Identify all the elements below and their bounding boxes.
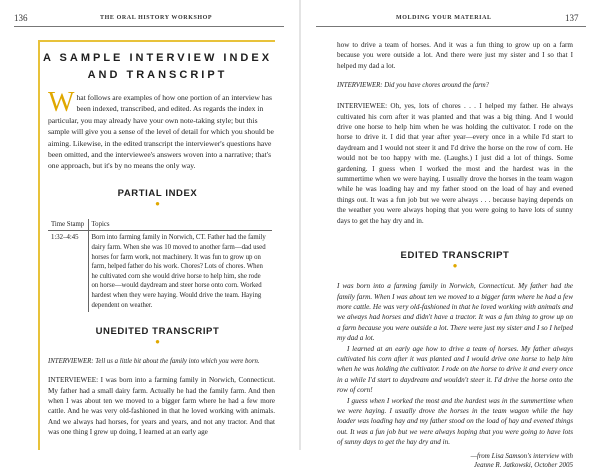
interviewer-question: INTERVIEWER: Did you have chores around the farm?	[337, 82, 490, 90]
interviewer-question: INTERVIEWER: Tell us a little bit about the family into which you were born.	[48, 358, 260, 366]
left-page-content	[38, 40, 275, 450]
topics-cell: Born into farming family in Norwich, CT. Father had the family dairy farm. When she was 10 moved to another farm—dad used horses for farm work, not machinery. It was fun to grow up on farm, helped father do his work. Chores? Lots of chores. When he cultivated corn she would drive horse to help him, she rode on horse—would daydream and steer horse onto corn. Worked hardest when they were haying. Would drive the team. Haying dependent on weather.	[91, 234, 266, 309]
continued-answer: how to drive a team of horses. And it was a fun thing to grow up on a farm because you were outside a lot. And there were just my sister and I so that I helped my dad a lot.	[337, 41, 573, 70]
right-running-head: MOLDING YOUR MATERIAL	[396, 15, 492, 21]
right-page-number: 137	[565, 13, 579, 23]
left-header-rule	[14, 26, 284, 27]
table-header-row	[48, 219, 272, 231]
ornament-dot: ●	[452, 261, 458, 271]
interviewee-answer: INTERVIEWEE: I was born into a farming family in Norwich, Connecticut. My father had a small dairy farm. Actually he had the family farm. And then when I was about ten we moved to a bigger farm where he had a few more cattle. And he was very old-fashioned in that he loved working with animals. And we always had horses, for years and years, and not any tractor. And that was one thing I grew up doing, I learned at an early age	[48, 376, 275, 437]
table-row	[48, 231, 272, 312]
intro-paragraph: What follows are examples of how one portion of an interview has been indexed, transcribed, and edited. As regards the index in particular, you may already have your own note-taking style; but this sample will give you a sense of the level of detail for which you should be aiming. Likewise, in the edited transcript the interviewer's questions have been omitted, and the interviewee's answers woven into a narrative; that's one approach, but it's by no means the only way.	[48, 87, 274, 171]
unedited-transcript-heading: UNEDITED TRANSCRIPT	[95, 326, 220, 338]
right-header-rule	[316, 26, 586, 27]
edited-paragraph: I was born into a farming family in Norwich, Connecticut. My father had the family farm. When I was about ten we moved to a bigger farm where he had a few more cattle. He was very old-fashioned in that he loved working with animals and we always had horses and didn't have a tractor. It was a fun thing to grow up on a farm because you were outside a lot. There were just my sister and I so I helped my dad a lot.	[337, 282, 573, 343]
left-page-number: 136	[14, 13, 28, 23]
partial-index-heading: PARTIAL INDEX	[117, 187, 198, 199]
column-header-topics: Topics	[88, 219, 272, 231]
edited-transcript-heading: EDITED TRANSCRIPT	[400, 250, 510, 262]
ornament-dot: ●	[155, 198, 160, 208]
edited-paragraph: I learned at an early age how to drive a team of horses. My father always cultivated his corn after it was planted and I would drive one horse to help him when he was holding the cultivator. I rode on the horse to drive it and every once in a while I'd start to daydream and wouldn't steer it. I'd drive the horse onto the row of corn!	[337, 344, 573, 395]
time-stamp-cell: 1:32–4:45	[48, 231, 88, 312]
book-gutter	[299, 0, 301, 450]
ornament-dot: ●	[155, 337, 160, 347]
column-header-time: Time Stamp	[48, 219, 88, 231]
drop-cap: W	[48, 87, 75, 118]
source-credit: —from Lisa Samson's interview with Jeanne R. Jatkowski, October 2005	[470, 451, 573, 470]
interviewee-answer: INTERVIEWEE: Oh, yes, lots of chores . . . I helped my father. He always cultivated his corn after it was planted and that was a big thing. And I would drive one horse to help him when he was holding the cultivator. I rode on the horse to drive it. I did that year after year—every once in a while I'd start to daydream and I would not steer it and I'd drive the horse on the row of corn. He would not be too happy with me. (Laughs.) I just did a lot of things. Some gardening. I guess when I worked the most and the hardest was in the summertime when we were haying. I usually drove the horses in the team wagon while he was loading hay and my father stood on the load of hay and evened things out. It was a fun job but we were always . . . because haying depends on the weather you were always hoping that you were going to have lots of sunny days to get the hay dry and in.	[337, 102, 573, 225]
index-table	[48, 219, 272, 312]
right-page-content	[337, 40, 573, 470]
edited-paragraph: I guess when I worked the most and the hardest was in the summertime when we were haying. I usually drove the horses in the team wagon while the hay loader was loading hay and my father stood on the load of hay and evened things out. It was a fun job but we were always hoping that you were going to have lots of sunny days to get the hay dry and in.	[337, 396, 573, 447]
left-running-head: THE ORAL HISTORY WORKSHOP	[100, 15, 213, 21]
sample-index-title: A SAMPLE INTERVIEW INDEX AND TRANSCRIPT	[42, 52, 273, 81]
